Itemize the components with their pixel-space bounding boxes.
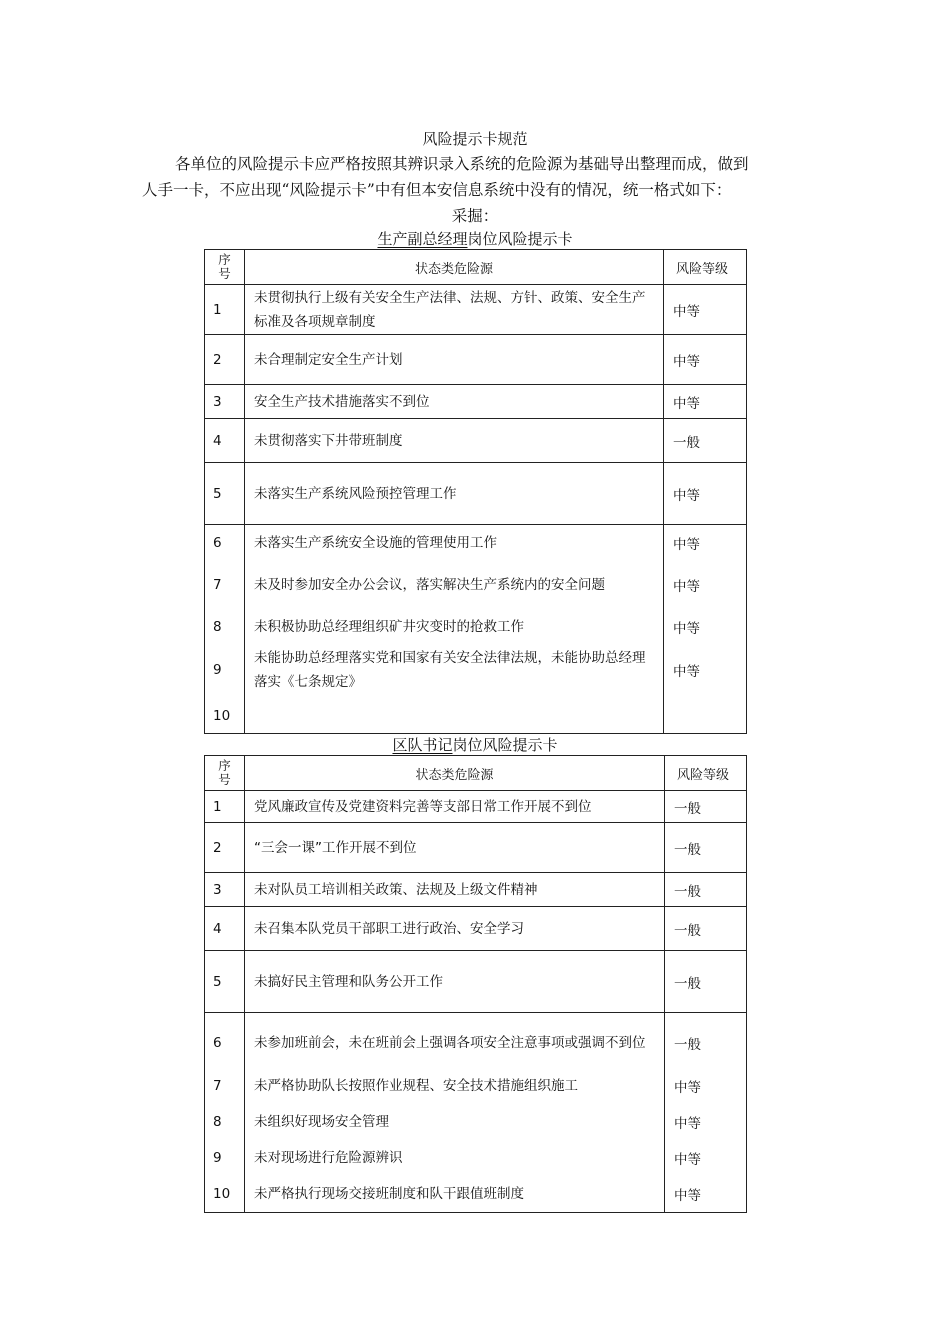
row-hazard: 未严格协助队长按照作业规程、安全技术措施组织施工 [254,1078,578,1094]
row-hazard: 未召集本队党员干部职工进行政治、安全学习 [245,907,665,951]
row-level: 一般 [665,951,747,1013]
row-level: 一般 [665,907,747,951]
seq-header: 序 号 [205,250,245,285]
row-seq: 5 [205,951,245,1013]
row-hazard: 未能协助总经理落实党和国家有关安全法律法规，未能协助总经理落实《七条规定》 [254,650,646,690]
table-row [205,791,747,823]
seq-header: 序 号 [205,756,245,791]
hazard-header: 状态类危险源 [245,756,665,791]
row-seq: 3 [205,385,245,419]
card2-title [0,734,950,755]
row-seq: 7 [213,1078,222,1094]
group-level-column [665,1013,747,1213]
row-level: 一般 [674,1037,701,1053]
row-hazard: 未及时参加安全办公会议，落实解决生产系统内的安全问题 [254,576,605,593]
row-seq: 6 [213,1035,222,1051]
row-level: 中等 [673,664,700,680]
row-level: 一般 [665,823,747,873]
table-row [205,907,747,951]
row-hazard: 未落实生产系统安全设施的管理使用工作 [254,535,497,551]
row-hazard: 未对队员工培训相关政策、法规及上级文件精神 [245,873,665,907]
row-level: 中等 [674,1188,701,1204]
row-level: 中等 [664,385,747,419]
row-hazard: 党风廉政宣传及党建资料完善等支部日常工作开展不到位 [245,791,665,823]
table-row [205,335,747,385]
level-header: 风险等级 [664,250,747,285]
table-row [205,419,747,463]
intro-paragraph-line1: 各单位的风险提示卡应严格按照其辨识录入系统的危险源为基础导出整理而成，做到 [175,155,749,173]
group-hazard-column [245,1013,665,1213]
row-seq: 10 [213,708,231,724]
row-hazard: 未参加班前会，未在班前会上强调各项安全注意事项或强调不到位 [254,1035,646,1051]
row-seq: 2 [205,335,245,385]
row-hazard: 未积极协助总经理组织矿井灾变时的抢救工作 [254,619,524,635]
row-hazard: 未合理制定安全生产计划 [245,335,664,385]
hazard-header: 状态类危险源 [245,250,664,285]
row-seq: 4 [205,419,245,463]
table-row [205,463,747,525]
table-row [205,951,747,1013]
row-seq: 9 [213,1150,222,1166]
row-seq: 8 [213,1114,222,1130]
group-seq-column [205,525,245,734]
table-row [205,285,747,335]
group-seq-column [205,1013,245,1213]
row-level: 中等 [673,537,700,553]
row-seq: 3 [205,873,245,907]
row-level: 中等 [673,621,700,637]
card2-title-position: 区队书记 [392,736,453,754]
table-row [205,873,747,907]
merged-row-group [205,525,747,734]
row-seq: 7 [213,576,222,593]
section-label: 采掘： [451,207,499,225]
row-seq: 9 [213,662,222,678]
row-hazard: 未对现场进行危险源辨识 [254,1150,403,1166]
row-hazard: 未严格执行现场交接班制度和队干跟值班制度 [254,1186,524,1202]
row-seq: 2 [205,823,245,873]
row-hazard: 未落实生产系统风险预控管理工作 [245,463,664,525]
table-row [205,385,747,419]
row-seq: 1 [205,285,245,335]
row-level: 一般 [665,791,747,823]
row-hazard: 未贯彻执行上级有关安全生产法律、法规、方针、政策、安全生产标准及各项规章制度 [245,285,664,335]
row-level: 中等 [664,335,747,385]
row-hazard: “三会一课”工作开展不到位 [245,823,665,873]
row-seq: 5 [205,463,245,525]
row-level: 一般 [664,419,747,463]
row-level [673,699,746,733]
card1-title-suffix: 岗位风险提示卡 [467,230,573,248]
card1-title [0,228,950,249]
row-hazard: 未组织好现场安全管理 [254,1114,389,1130]
row-level: 中等 [674,1080,701,1096]
row-level: 中等 [674,1152,701,1168]
table-row [205,823,747,873]
card2-table [204,755,747,1213]
row-level: 中等 [664,463,747,525]
row-hazard: 未搞好民主管理和队务公开工作 [245,951,665,1013]
card1-title-position: 生产副总经理 [377,230,468,248]
merged-row-group [205,1013,747,1213]
row-seq: 4 [205,907,245,951]
row-hazard: 未贯彻落实下井带班制度 [245,419,664,463]
row-level: 中等 [674,1116,701,1132]
table-header-row [205,756,747,791]
row-level: 中等 [664,285,747,335]
row-level: 一般 [665,873,747,907]
level-header: 风险等级 [665,756,747,791]
document-title: 风险提示卡规范 [422,130,528,148]
row-seq: 1 [205,791,245,823]
row-seq: 8 [213,619,222,635]
card1-table [204,249,747,734]
intro-paragraph-line2: 人手一卡，不应出现“风险提示卡”中有但本安信息系统中没有的情况，统一格式如下： [142,181,732,199]
group-level-column [664,525,747,734]
row-seq: 10 [213,1186,231,1202]
row-level: 中等 [673,578,700,595]
card2-title-suffix: 岗位风险提示卡 [452,736,558,754]
row-seq: 6 [213,535,222,551]
table-header-row [205,250,747,285]
row-hazard: 安全生产技术措施落实不到位 [245,385,664,419]
group-hazard-column [245,525,664,734]
